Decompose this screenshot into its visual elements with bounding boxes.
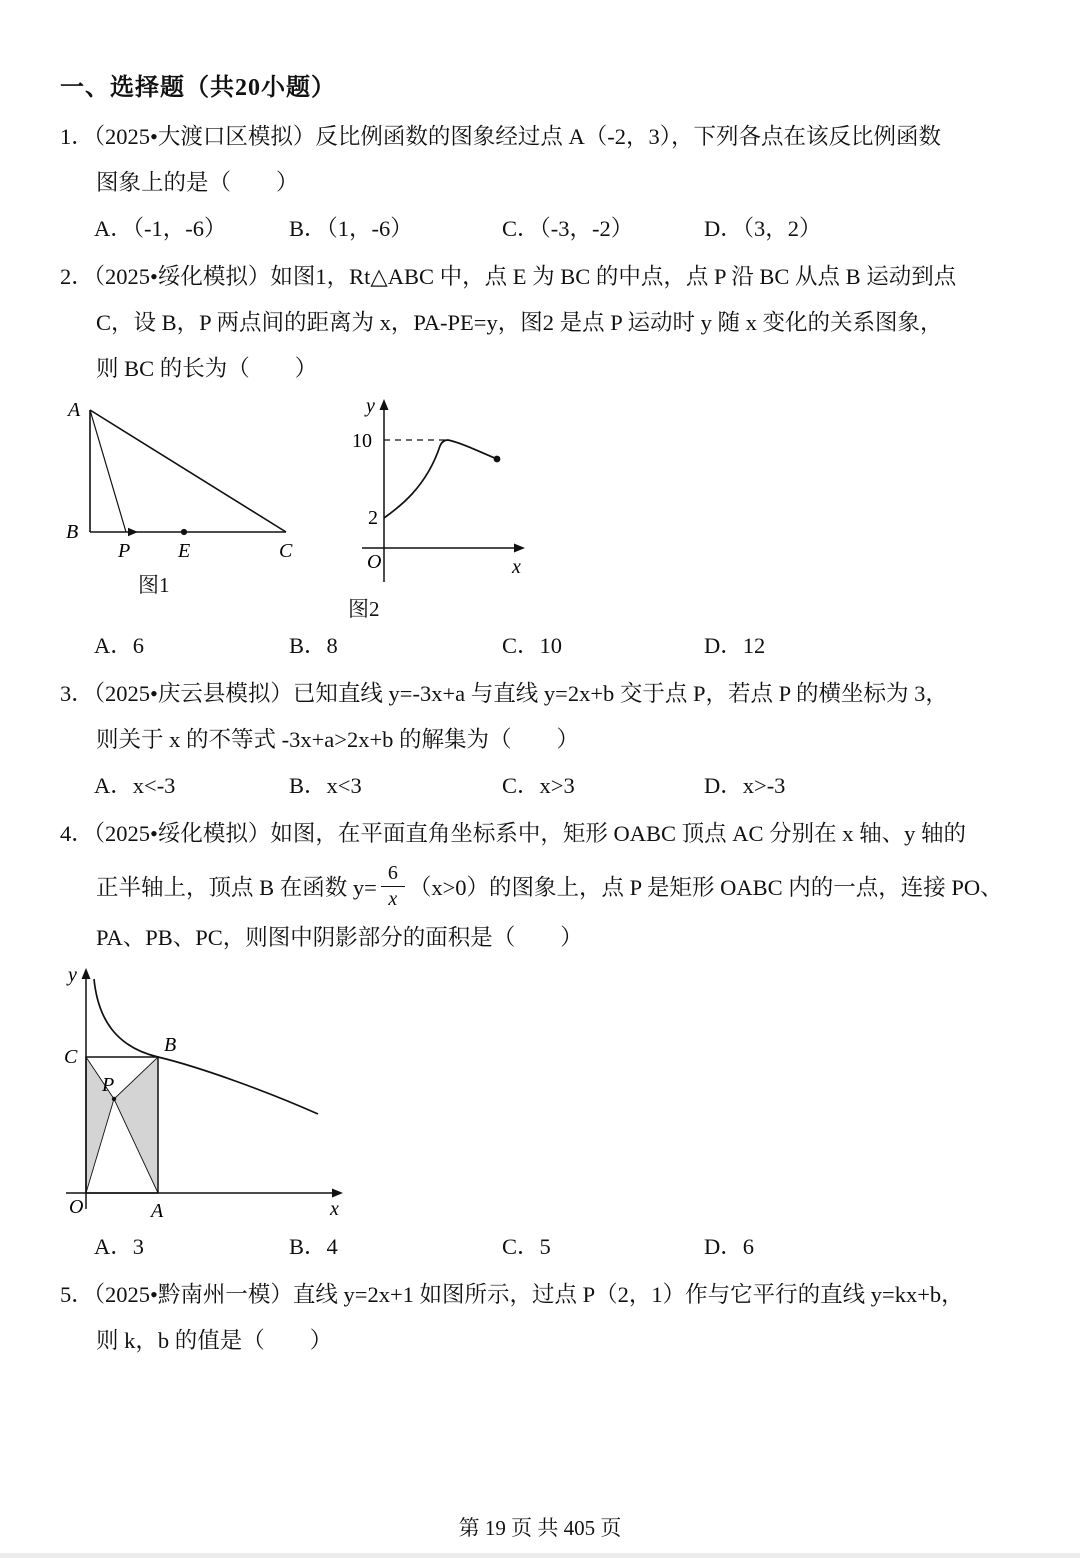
question-5-stem: （2025•黔南州一模）直线 y=2x+1 如图所示，过点 P（2，1）作与它平行的直线 y=kx+b， [93,1282,964,1307]
figure-1-caption: 图1 [138,573,170,597]
option-a: A．（-1，-6） [94,216,227,241]
figure-graph-y-vs-x [340,396,540,590]
option-d: D．12 [704,633,766,658]
question-2 [60,254,1022,669]
label-p: P [118,540,131,562]
question-3-stem: （2025•庆云县模拟）已知直线 y=-3x+a 与直线 y=2x+b 交于点 P，若点 P 的横坐标为 3， [93,681,948,706]
question-5-number: 5． [60,1282,94,1307]
question-2-stem-continued-2: 则 BC 的长为（ ） [96,356,318,381]
question-4-first-line [60,811,1022,857]
question-4-number: 4． [60,821,94,846]
question-3 [60,671,1022,809]
option-a: A．x<-3 [94,773,176,798]
axes [362,399,525,582]
figure-rectangle-oabc-hyperbola [52,967,352,1219]
question-2-options [60,623,1022,669]
label-c: C [279,540,293,562]
option-d: D．x>-3 [704,773,786,798]
label-b: B [164,1034,177,1056]
point-p-dot [112,1097,116,1101]
question-1-number: 1． [60,124,94,149]
label-y-axis: y [68,967,77,986]
question-2-number: 2． [60,264,94,289]
label-e: E [178,540,191,562]
option-b: B．4 [289,1234,338,1259]
option-d: D．6 [704,1234,754,1259]
stem-text: （x>0）的图象上，点 P 是矩形 OABC 内的一点，连接 PO、 [408,875,1003,900]
question-1-stem: （2025•大渡口区模拟）反比例函数的图象经过点 A（-2，3），下列各点在该反比例函数 [93,124,942,149]
fraction-numerator: 6 [381,862,405,887]
tick-10: 10 [352,430,372,452]
label-y-axis: y [366,396,375,417]
label-origin: O [69,1196,84,1218]
option-c: C．10 [502,633,563,658]
question-2-stem-continued: C，设 B，P 两点间的距离为 x，PA-PE=y，图2 是点 P 运动时 y 随 x 变化的关系图象， [96,310,943,335]
question-1-stem-continued: 图象上的是（ ） [96,170,299,195]
figure-2-caption: 图2 [348,597,380,621]
option-b: B．x<3 [289,773,362,798]
fraction-denominator: x [388,887,398,910]
motion-arrow-icon [128,528,138,536]
option-c: C．（-3，-2） [502,216,634,241]
function-curve [384,440,497,518]
question-1-first-line [60,114,1022,160]
option-a: A．6 [94,633,144,658]
option-b: B．（1，-6） [289,216,413,241]
fraction-6-over-x [381,862,405,911]
question-3-options [60,763,1022,809]
tick-2: 2 [368,507,378,529]
label-x-axis: x [512,556,521,578]
midpoint-e-dot [181,529,187,535]
question-2-figures [60,396,1022,623]
figure-triangle-abc [60,396,300,566]
label-x-axis: x [330,1198,339,1219]
question-1-options [60,206,1022,252]
option-c: C．5 [502,1234,551,1259]
question-3-stem-continued: 则关于 x 的不等式 -3x+a>2x+b 的解集为（ ） [96,727,580,752]
question-4-stem-continued: PA、PB、PC，则图中阴影部分的面积是（ ） [96,925,583,950]
shaded-regions [86,1057,158,1193]
question-3-number: 3． [60,681,94,706]
question-5-stem-continued: 则 k，b 的值是（ ） [96,1328,333,1353]
label-origin: O [367,551,382,573]
option-b: B．8 [289,633,338,658]
label-c: C [64,1046,78,1068]
question-4-figure [52,967,1022,1224]
curve-end-dot [494,456,501,463]
question-2-stem: （2025•绥化模拟）如图1，Rt△ABC 中，点 E 为 BC 的中点，点 P 沿 BC 从点 B 运动到点 [93,264,957,289]
triangle-shape [90,410,286,536]
figure-1-box [60,396,300,599]
option-c: C．x>3 [502,773,575,798]
figure-2-box [340,396,540,623]
stem-text: 正半轴上，顶点 B 在函数 y= [96,875,377,900]
question-4-stem-fraction-line [60,857,1022,915]
question-2-first-line [60,254,1022,300]
option-d: D．（3，2） [704,216,822,241]
section-title: 一、选择题（共20小题） [60,75,336,101]
question-1 [60,114,1022,252]
question-5-first-line [60,1272,1022,1318]
label-p: P [102,1074,115,1096]
label-a: A [151,1200,164,1219]
option-a: A．3 [94,1234,144,1259]
question-5 [60,1272,1022,1364]
page-footer: 第 19 页 共 405 页 [458,1516,622,1540]
question-3-first-line [60,671,1022,717]
question-4-options [60,1224,1022,1270]
label-b: B [66,521,79,543]
question-4-stem: （2025•绥化模拟）如图，在平面直角坐标系中，矩形 OABC 顶点 AC 分别在 x 轴、y 轴的 [93,821,967,846]
label-a: A [68,399,81,421]
question-4 [60,811,1022,1270]
